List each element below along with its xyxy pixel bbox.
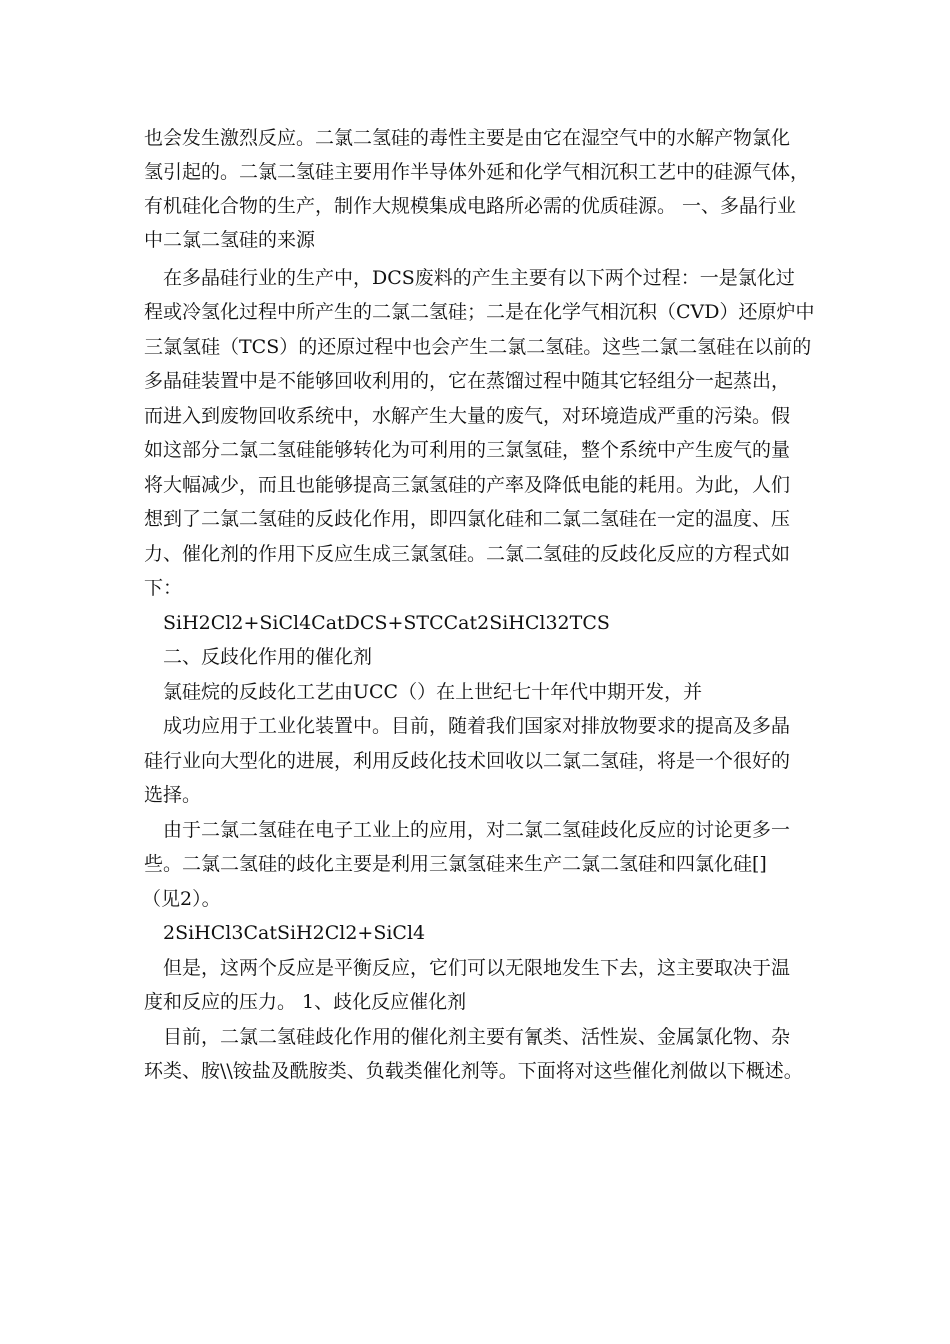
text-line-16: 成功应用于工业化装置中。目前，随着我们国家对排放物要求的提高及多晶 [163, 715, 791, 737]
text-line-9: 而进入到废物回收系统中，水解产生大量的废气，对环境造成严重的污染。假 [144, 405, 791, 427]
text-line-11: 将大幅减少，而且也能够提高三氯氢硅的产率及降低电能的耗用。为此，人们 [144, 474, 791, 496]
text-line-14: 下： [144, 577, 183, 599]
text-line-25: 环类、胺\\铵盐及酰胺类、负载类催化剂等。下面将对这些催化剂做以下概述。 [144, 1060, 803, 1082]
text-line-22: 但是，这两个反应是平衡反应，它们可以无限地发生下去，这主要取决于温 [163, 957, 791, 979]
text-line-15: 氯硅烷的反歧化工艺由UCC（）在上世纪七十年代中期开发，并 [163, 681, 703, 703]
text-line-18: 选择。 [144, 784, 202, 806]
section-heading-2: 二、反歧化作用的催化剂 [163, 646, 373, 668]
text-line-4: 中二氯二氢硅的来源 [144, 229, 316, 251]
text-line-21: （见2）。 [142, 888, 221, 910]
text-line-19: 由于二氯二氢硅在电子工业上的应用，对二氯二氢硅歧化反应的讨论更多一 [163, 819, 791, 841]
text-line-8: 多晶硅装置中是不能够回收利用的，它在蒸馏过程中随其它轻组分一起蒸出， [144, 370, 791, 392]
text-line-2: 氢引起的。二氯二氢硅主要用作半导体外延和化学气相沉积工艺中的硅源气体， [144, 161, 810, 183]
text-line-7: 三氯氢硅（TCS）的还原过程中也会产生二氯二氢硅。这些二氯二氢硅在以前的 [144, 336, 812, 358]
equation-line-2: 2SiHCl3CatSiH2Cl2+SiCl4 [163, 922, 426, 944]
text-line-12: 想到了二氯二氢硅的反歧化作用，即四氯化硅和二氯二氢硅在一定的温度、压 [144, 508, 791, 530]
text-line-1: 也会发生激烈反应。二氯二氢硅的毒性主要是由它在湿空气中的水解产物氯化 [144, 127, 791, 149]
text-line-13: 力、催化剂的作用下反应生成三氯氢硅。二氯二氢硅的反歧化反应的方程式如 [144, 543, 791, 565]
text-line-10: 如这部分二氯二氢硅能够转化为可利用的三氯氢硅，整个系统中产生废气的量 [144, 439, 791, 461]
equation-line-1: SiH2Cl2+SiCl4CatDCS+STCCat2SiHCl32TCS [163, 612, 610, 634]
text-line-17: 硅行业向大型化的进展，利用反歧化技术回收以二氯二氢硅，将是一个很好的 [144, 750, 791, 772]
text-line-5: 在多晶硅行业的生产中，DCS废料的产生主要有以下两个过程：一是氯化过 [163, 267, 795, 289]
text-line-3: 有机硅化合物的生产，制作大规模集成电路所必需的优质硅源。 一、多晶行业 [144, 195, 797, 217]
text-line-6: 程或冷氢化过程中所产生的二氯二氢硅；二是在化学气相沉积（CVD）还原炉中 [144, 301, 815, 323]
text-line-24: 目前，二氯二氢硅歧化作用的催化剂主要有氰类、活性炭、金属氯化物、杂 [163, 1026, 791, 1048]
text-line-23: 度和反应的压力。 1、歧化反应催化剂 [144, 991, 467, 1013]
text-line-20: 些。二氯二氢硅的歧化主要是利用三氯氢硅来生产二氯二氢硅和四氯化硅[] [144, 853, 767, 875]
